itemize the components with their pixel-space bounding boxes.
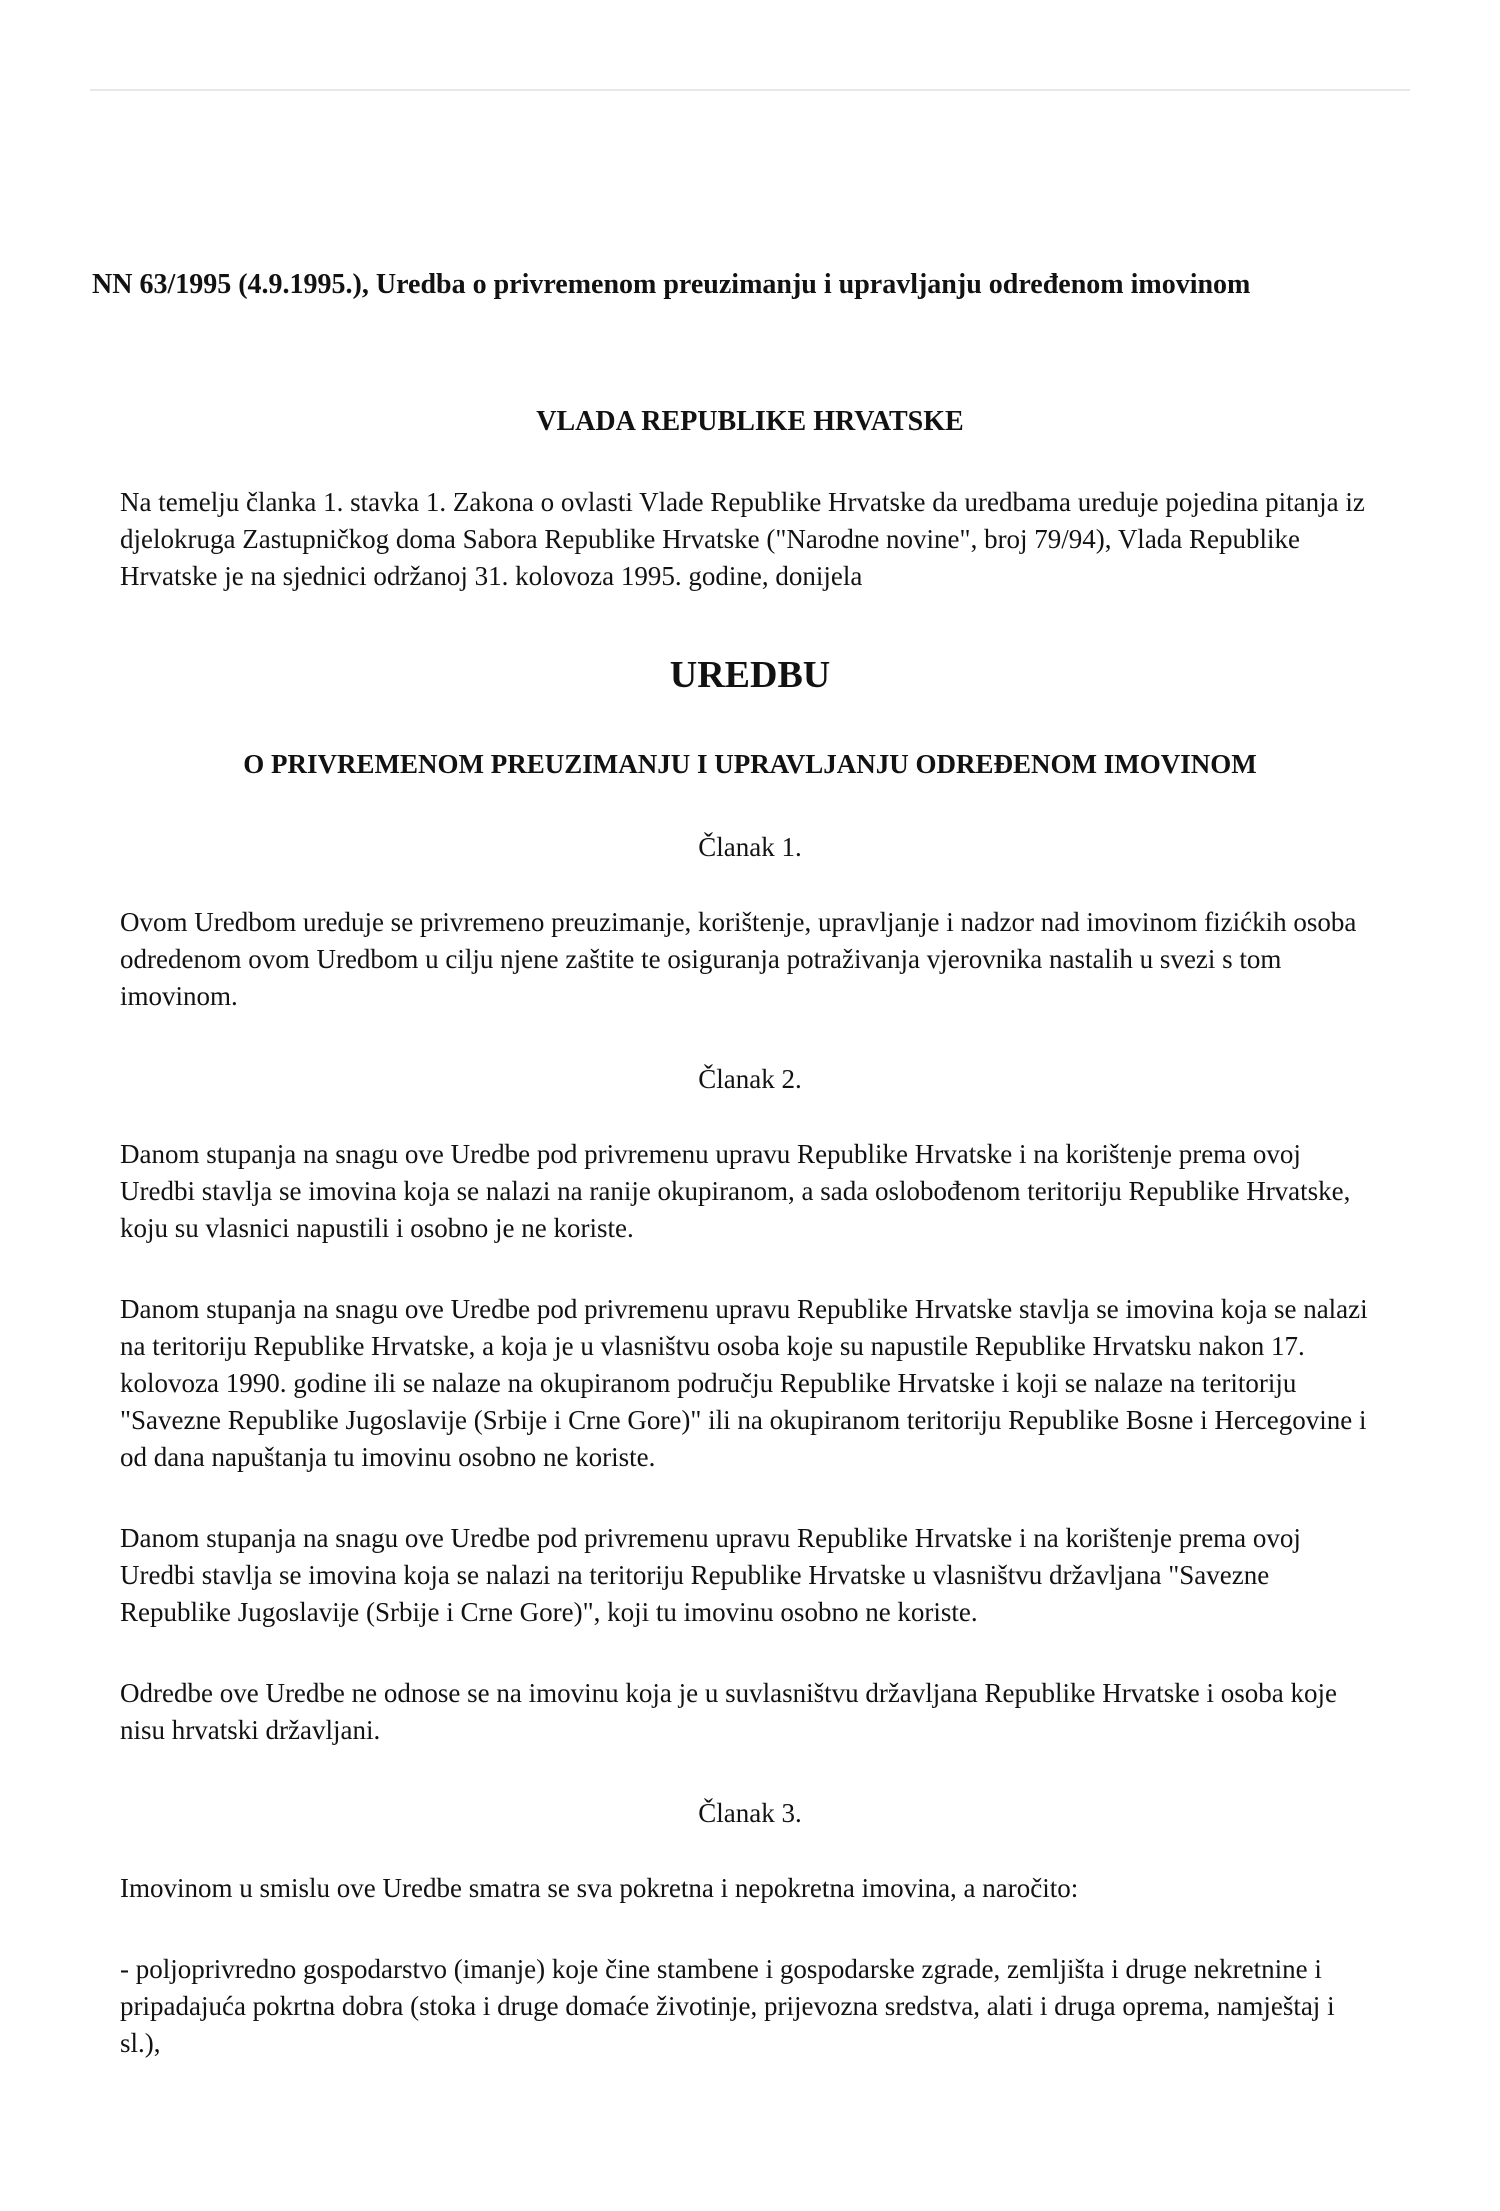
document-body — [90, 267, 1410, 2062]
article-3-heading: Članak 3. — [698, 1798, 802, 1828]
document-header-line: NN 63/1995 (4.9.1995.), Uredba o privremenom preuzimanju i upravljanju određenom imovinom — [92, 269, 1251, 300]
page — [0, 89, 1500, 2211]
article-2-paragraph: Danom stupanja na snagu ove Uredbe pod privremenu upravu Republike Hrvatske i na korištenje prema ovoj Uredbi stavlja se imovina koja se nalazi na teritoriju Republike Hrvatske u vlasništvu državljana "Savezne Republike Jugoslavije (Srbije i Crne Gore)", koji tu imovinu osobno ne koriste. — [120, 1523, 1301, 1627]
article-2-paragraph: Odredbe ove Uredbe ne odnose se na imovinu koja je u suvlasništvu državljana Republike Hrvatske i osoba koje nisu hrvatski državljani. — [120, 1678, 1337, 1745]
article-1-heading: Članak 1. — [698, 832, 802, 862]
top-divider — [90, 89, 1410, 91]
article-1-paragraph: Ovom Uredbom ureduje se privremeno preuzimanje, korištenje, upravljanje i nadzor nad imovinom fizićkih osoba odredenom ovom Uredbom u cilju njene zaštite te osiguranja potraživanja vjerovnika nastalih u svezi s tom imovinom. — [120, 907, 1357, 1011]
act-subtitle: O PRIVREMENOM PREUZIMANJU I UPRAVLJANJU ODREĐENOM IMOVINOM — [243, 749, 1257, 779]
article-2-heading: Članak 2. — [698, 1064, 802, 1094]
issuer-heading: VLADA REPUBLIKE HRVATSKE — [536, 406, 964, 437]
article-3-list-item: - poljoprivredno gospodarstvo (imanje) koje čine stambene i gospodarske zgrade, zemljišta i druge nekretnine i pripadajuća pokrtna dobra (stoka i druge domaće životinje, prijevozna sredstva, alati i druga oprema, namještaj i sl.), — [120, 1954, 1335, 2058]
act-title: UREDBU — [669, 654, 831, 696]
article-2-paragraph: Danom stupanja na snagu ove Uredbe pod privremenu upravu Republike Hrvatske i na korištenje prema ovoj Uredbi stavlja se imovina koja se nalazi na ranije okupiranom, a sada oslobođenom teritoriju Republike Hrvatske, koju su vlasnici napustili i osobno je ne koriste. — [120, 1139, 1351, 1243]
article-3-paragraph: Imovinom u smislu ove Uredbe smatra se sva pokretna i nepokretna imovina, a naročito: — [120, 1873, 1079, 1903]
article-2-paragraph: Danom stupanja na snagu ove Uredbe pod privremenu upravu Republike Hrvatske stavlja se imovina koja se nalazi na teritoriju Republike Hrvatske, a koja je u vlasništvu osoba koje su napustile Republike Hrvatsku nakon 17. kolovoza 1990. godine ili se nalaze na okupiranom području Republike Hrvatske i koji se nalaze na teritoriju "Savezne Republike Jugoslavije (Srbije i Crne Gore)" ili na okupiranom teritoriju Republike Bosne i Hercegovine i od dana napuštanja tu imovinu osobno ne koriste. — [120, 1294, 1368, 1472]
preamble-paragraph: Na temelju članka 1. stavka 1. Zakona o ovlasti Vlade Republike Hrvatske da uredbama ureduje pojedina pitanja iz djelokruga Zastupničkog doma Sabora Republike Hrvatske ("Narodne novine", broj 79/94), Vlada Republike Hrvatske je na sjednici održanoj 31. kolovoza 1995. godine, donijela — [120, 487, 1365, 591]
